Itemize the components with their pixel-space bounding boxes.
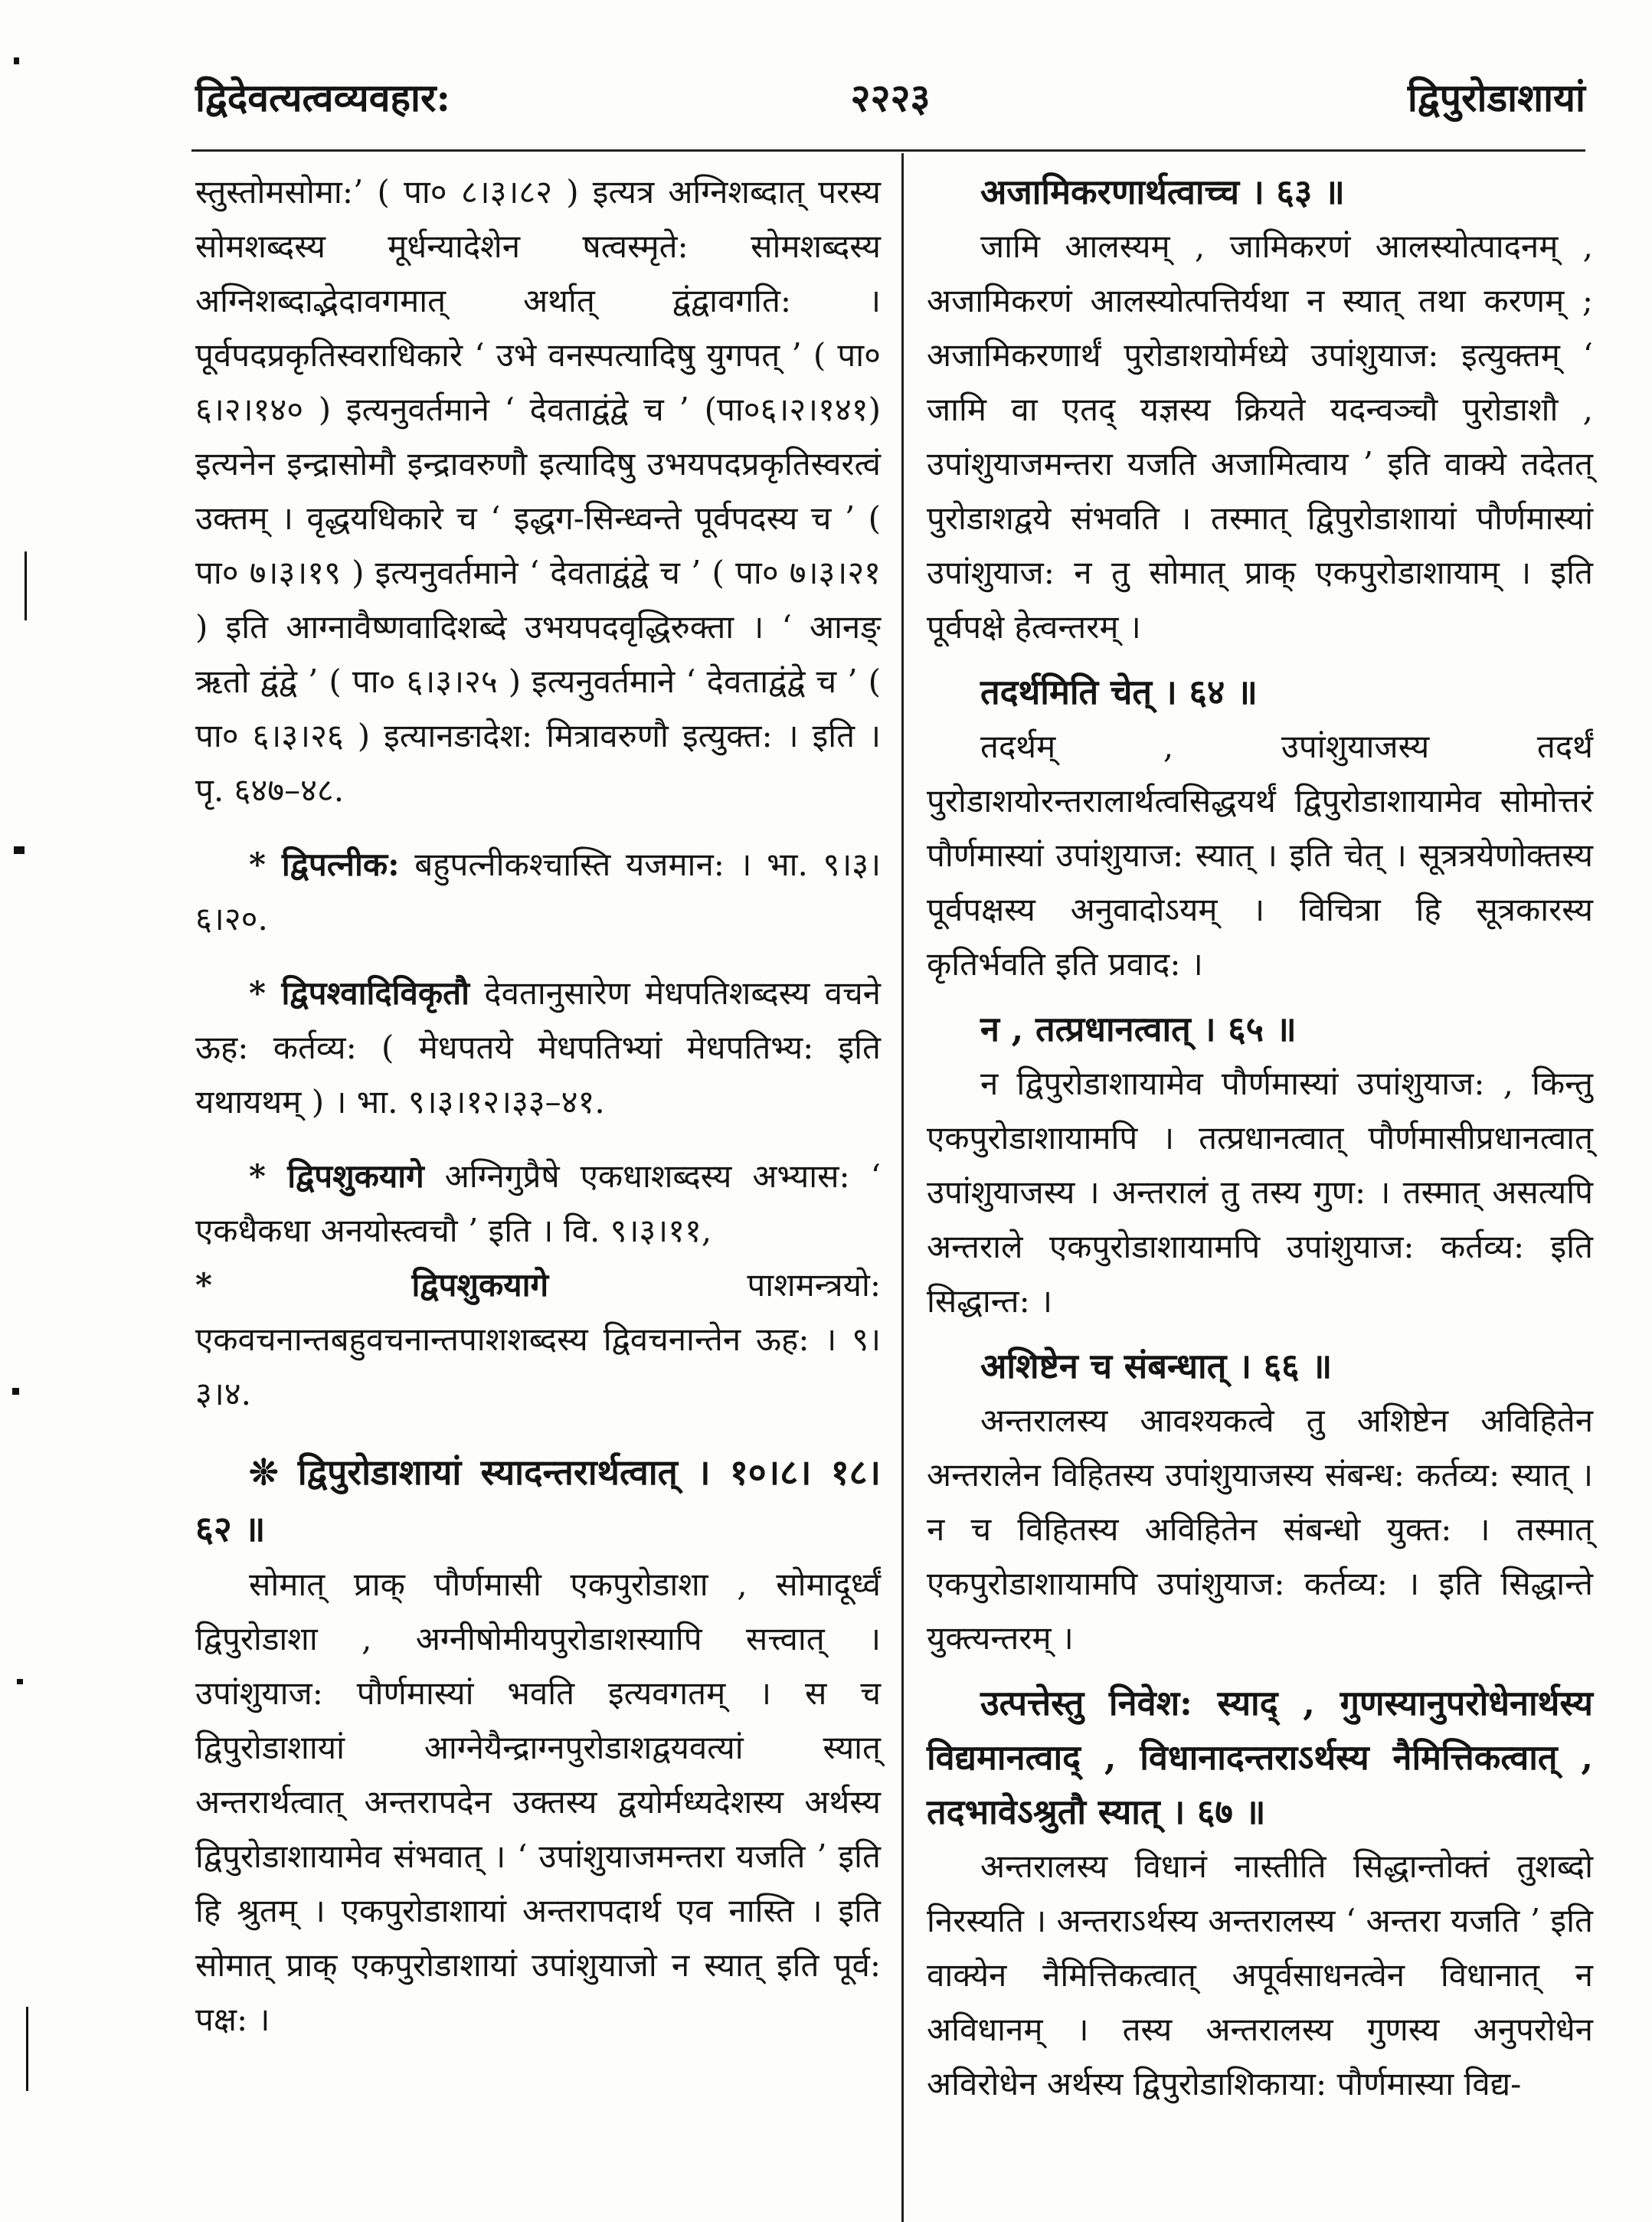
page-header: [195, 70, 1585, 132]
left-column: [195, 165, 881, 2047]
entry-text: अग्निगुप्रैषे एकधाशब्दस्य अभ्यास: ‘ एकधैकधा अनयोस्त्वचौ ’ इति । वि. ९।३।११,: [195, 1157, 881, 1249]
scan-edge-mark: [14, 846, 25, 854]
right-column: [927, 165, 1593, 2111]
sutra-67-heading: उत्पत्तेस्तु निवेश: स्याद् , गुणस्यानुपरोधेनार्थस्य विद्यमानत्वाद् , विधानादन्तराऽर्थस्य नैमित्तिकत्वात् , तदभावेऽश्रुतौ स्यात् । ६७ ॥: [927, 1683, 1593, 1832]
entry-dvipatnika: [195, 837, 881, 946]
scan-edge-mark: [17, 1679, 23, 1684]
scan-edge-mark: [25, 551, 27, 620]
entry-headword: * द्विपशुकयागे: [249, 1157, 424, 1195]
sutra-65-heading: न , तत्प्रधानत्वात् । ६५ ॥: [980, 1009, 1297, 1049]
entry-headword: * द्विपशुकयागे: [195, 1266, 549, 1304]
header-right-catchword: द्विपुरोडाशायां: [1407, 75, 1585, 120]
entry-text: बहुपत्नीकश्चास्ति यजमान: । भा. ९।३।६।२०.: [195, 846, 882, 938]
entry-headword: * द्विपश्वादिविकृतौ: [249, 974, 469, 1012]
main-sutra-heading: ❊ द्विपुरोडाशायां स्यादन्तरार्थत्वात् । १०।८। १८।६२ ॥: [195, 1451, 881, 1550]
entry-text: पाशमन्त्रयो: एकवचनान्तबहुवचनान्तपाशशब्दस्य द्विवचनान्तेन ऊह: । ९।३।४.: [195, 1266, 881, 1412]
scan-edge-mark: [14, 57, 19, 64]
column-divider: [901, 153, 904, 2222]
sutra-64-heading: तदर्थमिति चेत् । ६४ ॥: [980, 672, 1258, 712]
sutra-65-commentary: न द्विपुरोडाशायामेव पौर्णमास्यां उपांशुयाज: , किन्तु एकपुरोडाशायामपि । तत्प्रधानत्वात् पौर्णमासीप्रधानत्वात् उपांशुयाजस्य । अन्तरालं तु तस्य गुण: । तस्मात् असत्यपि अन्तराले एकपुरोडाशायामपि उपांशुयाज: कर्तव्य: इति सिद्धान्त: ।: [927, 1065, 1593, 1320]
sutra-64-commentary: तदर्थम् , उपांशुयाजस्य तदर्थं पुरोडाशयोरन्तरालार्थत्वसिद्धयर्थं द्विपुरोडाशायामेव सोमोत्तरं पौर्णमास्यां उपांशुयाज: स्यात् । इति चेत् । सूत्रत्रयेणोक्तस्य पूर्वपक्षस्य अनुवादोऽयम् । विचित्रा हि सूत्रकारस्य कृतिर्भवति इति प्रवाद: ।: [927, 728, 1593, 983]
header-rule: [191, 149, 1585, 152]
page-number: २२२३: [850, 75, 931, 120]
entry-text: देवतानुसारेण मेधपतिशब्दस्य वचने ऊह: कर्तव्य: ( मेधपतये मेधपतिभ्यां मेधपतिभ्य: इति यथायथम् ) । भा. ९।३।१२।३३–४१.: [195, 974, 881, 1121]
sutra-63-heading: अजामिकरणार्थत्वाच्च । ६३ ॥: [980, 172, 1345, 212]
sutra-63-commentary: जामि आलस्यम् , जामिकरणं आलस्योत्पादनम् , अजामिकरणं आलस्योत्पत्तिर्यथा न स्यात् तथा करणम् ; अजामिकरणार्थं पुरोडाशयोर्मध्ये उपांशुयाज: इत्युक्तम् ‘ जामि वा एतद् यज्ञस्य क्रियते यदन्वञ्चौ पुरोडाशौ , उपांशुयाजमन्तरा यजति अजामित्वाय ’ इति वाक्ये तदेतत् पुरोडाशद्वये संभवति । तस्मात् द्विपुरोडाशायां पौर्णमास्यां उपांशुयाज: न तु सोमात् प्राक् एकपुरोडाशायाम् । इति पूर्वपक्षे हेत्वन्तरम् ।: [927, 227, 1593, 646]
sutra-66-heading: अशिष्टेन च संबन्धात् । ६६ ॥: [980, 1346, 1333, 1386]
sutra-67-commentary: अन्तरालस्य विधानं नास्तीति सिद्धान्तोक्तं तुशब्दो निरस्यति । अन्तराऽर्थस्य अन्तरालस्य ‘ अन्तरा यजति ’ इति वाक्येन नैमित्तिकत्वात् अपूर्वसाधनत्वेन विधानात् न अविधानम् । तस्य अन्तरालस्य गुणस्य अनुपरोधेन अविरोधेन अर्थस्य द्विपुरोडाशिकाया: पौर्णमास्या विद्य-: [927, 1847, 1593, 2103]
entry-dvipashvadi: [195, 966, 881, 1129]
entry-dvipashuka-2: [195, 1258, 881, 1421]
scan-edge-mark: [12, 1388, 19, 1395]
header-left-catchword: द्विदेवत्यत्वव्यवहार:: [195, 75, 450, 120]
sutra-66-commentary: अन्तरालस्य आवश्यकत्वे तु अशिष्टेन अविहितेन अन्तरालेन विहितस्य उपांशुयाजस्य संबन्ध: कर्तव्य: स्यात् । न च विहितस्य अविहितेन संबन्धो युक्त: । तस्मात् एकपुरोडाशायामपि उपांशुयाज: कर्तव्य: । इति सिद्धान्ते युक्त्यन्तरम् ।: [927, 1402, 1593, 1657]
entry-dvipashuka-1: [195, 1149, 881, 1258]
scan-edge-mark: [26, 2007, 28, 2091]
entry-headword: * द्विपत्नीक:: [249, 846, 400, 883]
main-sutra-commentary: सोमात् प्राक् पौर्णमासी एकपुरोडाशा , सोमादूर्ध्वं द्विपुरोडाशा , अग्नीषोमीयपुरोडाशस्यापि सत्त्वात् । उपांशुयाज: पौर्णमास्यां भवति इत्यवगतम् । स च द्विपुरोडाशायां आग्नेयैन्द्राग्नपुरोडाशद्वयवत्यां स्यात् अन्तरार्थत्वात् अन्तरापदेन उक्तस्य द्वयोर्मध्यदेशस्य अर्थस्य द्विपुरोडाशायामेव संभवात् । ‘ उपांशुयाजमन्तरा यजति ’ इति हि श्रुतम् । एकपुरोडाशायां अन्तरापदार्थ एव नास्ति । इति सोमात् प्राक् एकपुरोडाशायां उपांशुयाजो न स्यात् इति पूर्व: पक्ष: ।: [195, 1566, 881, 2038]
left-intro-paragraph: स्तुस्तोमसोमा:’ ( पा० ८।३।८२ ) इत्यत्र अग्निशब्दात् परस्य सोमशब्दस्य मूर्धन्यादेशेन षत्वस्मृते: सोमशब्दस्य अग्निशब्दाद्भेदावगमात् अर्थात् द्वंद्वावगति: । पूर्वपदप्रकृतिस्वराधिकारे ‘ उभे वनस्पत्यादिषु युगपत् ’ ( पा० ६।२।१४० ) इत्यनुवर्तमाने ‘ देवताद्वंद्वे च ’ (पा०६।२।१४१) इत्यनेन इन्द्रासोमौ इन्द्रावरुणौ इत्यादिषु उभयपदप्रकृतिस्वरत्वं उक्तम् । वृद्धयधिकारे च ‘ इद्धग-सिन्ध्वन्ते पूर्वपदस्य च ’ ( पा० ७।३।१९ ) इत्यनुवर्तमाने ‘ देवताद्वंद्वे च ’ ( पा० ७।३।२१ ) इति आग्नावैष्णवादिशब्दे उभयपदवृद्धिरुक्ता । ‘ आनङ् ऋतो द्वंद्वे ’ ( पा० ६।३।२५ ) इत्यनुवर्तमाने ‘ देवताद्वंद्वे च ’ ( पा० ६।३।२६ ) इत्यानङादेश: मित्रावरुणौ इत्युक्त: । इति । पृ. ६४७–४८.: [195, 173, 881, 809]
